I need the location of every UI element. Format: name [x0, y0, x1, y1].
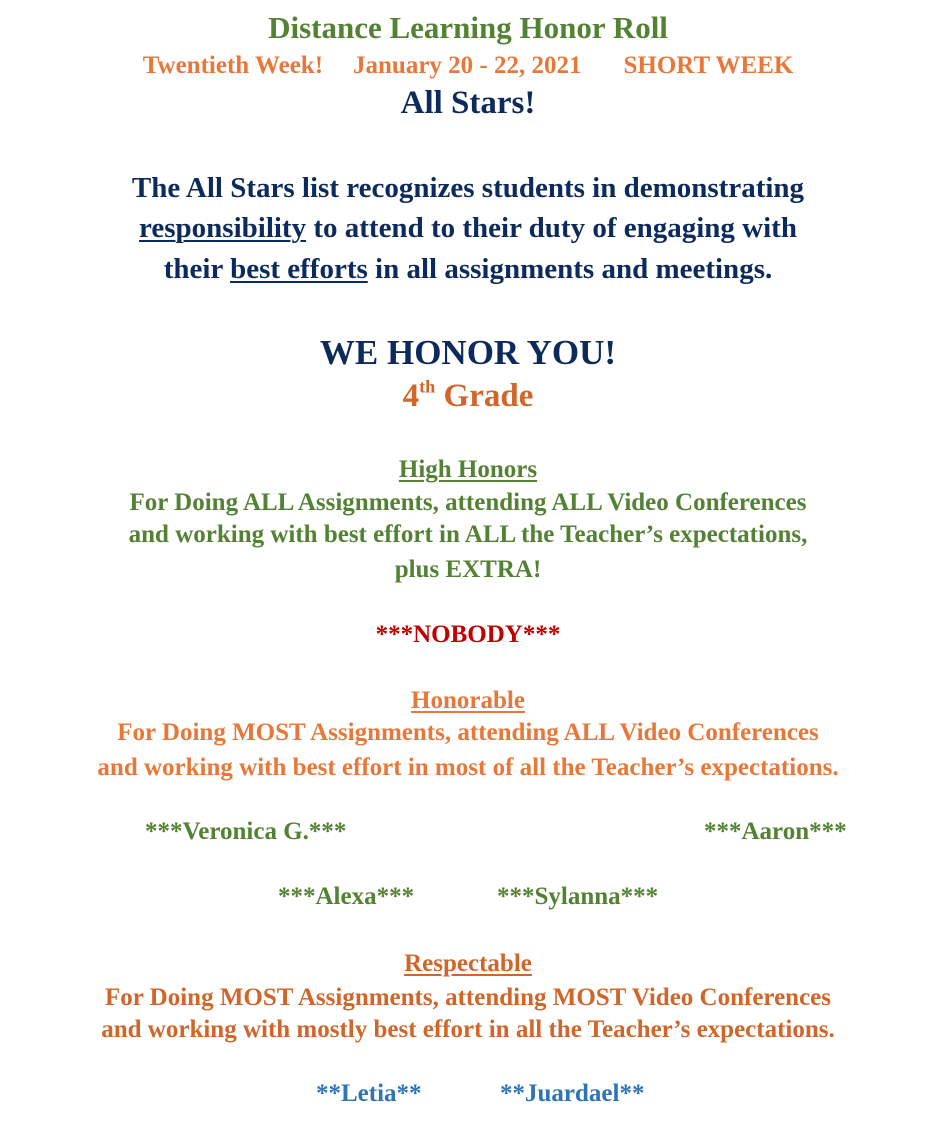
- short-week-label: SHORT WEEK: [623, 52, 794, 79]
- high-honors-heading: High Honors: [398, 456, 538, 483]
- respectable-heading: Respectable: [404, 950, 532, 977]
- student-name: ***Sylanna***: [497, 883, 659, 910]
- grade-suffix: th: [419, 376, 436, 397]
- intro-line-3: [0, 253, 936, 286]
- respectable-section: [0, 950, 936, 978]
- grade-heading: [0, 378, 936, 415]
- honorable-section: [0, 687, 936, 715]
- high-honors-line-3: plus EXTRA!: [394, 556, 542, 583]
- student-name: ***Aaron***: [704, 818, 847, 845]
- high-honors-line-2: and working with best effort in ALL the Teacher’s expectations,: [128, 521, 808, 548]
- intro-line-3-start: their: [163, 253, 231, 285]
- student-name: ***NOBODY***: [375, 621, 561, 648]
- all-stars-heading: All Stars!: [400, 85, 536, 121]
- we-honor-heading: WE HONOR YOU!: [319, 333, 617, 372]
- high-honors-line-1: For Doing ALL Assignments, attending ALL Video Conferences: [129, 489, 807, 516]
- student-name: ***Alexa***: [278, 883, 415, 910]
- honorable-line-1: For Doing MOST Assignments, attending ALL Video Conferences: [117, 719, 819, 746]
- best-efforts-emphasis: best efforts: [230, 253, 368, 285]
- honorable-heading: Honorable: [411, 687, 525, 714]
- page-title: Distance Learning Honor Roll: [268, 10, 668, 45]
- intro-line-3-rest: in all assignments and meetings.: [367, 253, 773, 285]
- student-name: **Letia**: [316, 1080, 422, 1107]
- intro-line-1: The All Stars list recognizes students in demonstrating: [131, 172, 805, 204]
- respectable-line-1: For Doing MOST Assignments, attending MOST Video Conferences: [105, 984, 831, 1011]
- grade-number: 4: [402, 378, 420, 414]
- responsibility-emphasis: responsibility: [139, 212, 307, 244]
- intro-line-2: [0, 212, 936, 245]
- grade-word: Grade: [435, 378, 534, 414]
- respectable-line-2: and working with mostly best effort in all the Teacher’s expectations.: [101, 1016, 835, 1043]
- honorable-line-2: and working with best effort in most of all the Teacher’s expectations.: [97, 754, 839, 781]
- student-name: ***Veronica G.***: [145, 818, 347, 845]
- intro-line-2-rest: to attend to their duty of engaging with: [306, 212, 797, 244]
- week-line: [0, 52, 936, 80]
- date-range: January 20 - 22, 2021: [353, 52, 582, 79]
- week-label: Twentieth Week!: [142, 52, 324, 79]
- student-name: **Juardael**: [500, 1080, 645, 1107]
- high-honors-section: [0, 456, 936, 484]
